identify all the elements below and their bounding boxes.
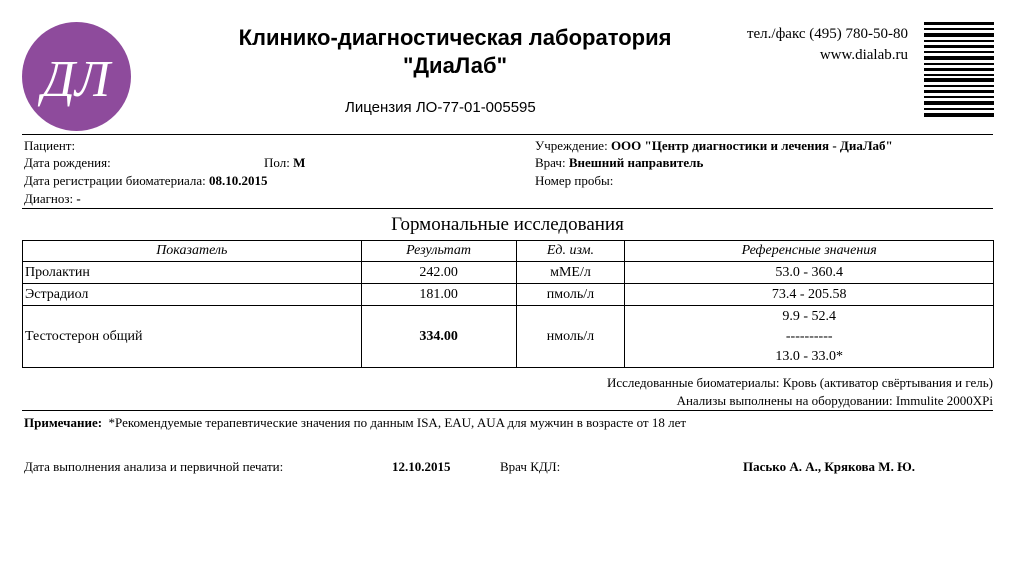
logo-monogram-icon [22,22,131,131]
header-divider [22,134,993,135]
info-divider [22,208,993,209]
institution-label: Учреждение: [535,138,608,153]
table-row [23,284,994,306]
referring-doctor-value: Внешний направитель [568,155,704,170]
svg-text:ДЛ: ДЛ [41,51,111,108]
registration-date-label: Дата регистрации биоматериала: [24,173,206,188]
test-name: Эстрадиол [23,284,362,306]
biomaterial-note: Исследованные биоматериалы: Кровь (активатор свёртывания и гель) [606,375,993,390]
registration-date [24,172,268,189]
results-table [22,240,994,368]
test-unit: мМЕ/л [516,262,625,284]
lab-title [190,24,720,80]
registration-date-value: 08.10.2015 [209,173,268,188]
reference-separator: ---------- [785,328,833,344]
section-title: Гормональные исследования [391,214,624,235]
sample-number-label: Номер пробы: [535,173,614,188]
recommendation-note [24,415,686,431]
reference-line: 9.9 - 52.4 [782,308,837,324]
website: www.dialab.ru [819,47,908,63]
sex-label: Пол: [264,155,290,170]
analysis-date-label: Дата выполнения анализа и первичной печати: [24,459,284,474]
referring-doctor-label: Врач: [535,155,566,170]
institution-value: ООО "Центр диагностики и лечения - ДиаЛаб" [610,138,893,153]
column-header: Ед. изм. [516,241,625,262]
license-number: Лицензия ЛО-77-01-005595 [345,99,536,116]
birth-date-label: Дата рождения: [24,155,111,170]
test-reference: 53.0 - 360.4 [625,262,994,284]
test-result: 181.00 [361,284,516,306]
equipment-note: Анализы выполнены на оборудовании: Immulite 2000XPi [676,393,993,408]
lab-title-line1: Клинико-диагностическая лаборатория [238,25,672,50]
test-result: 334.00 [361,306,516,368]
table-header-row [23,241,994,262]
column-header: Показатель [23,241,362,262]
test-result: 242.00 [361,262,516,284]
diagnosis-value: - [76,191,81,206]
test-name: Пролактин [23,262,362,284]
analysis-date-value: 12.10.2015 [392,459,451,474]
referring-doctor [535,154,703,171]
patient-label: Пациент: [24,138,76,153]
column-header: Референсные значения [625,241,994,262]
lab-title-line2: "ДиаЛаб" [402,53,508,78]
column-header: Результат [361,241,516,262]
reference-line: 13.0 - 33.0* [775,348,844,364]
test-unit: пмоль/л [516,284,625,306]
phone-fax: тел./факс (495) 780-50-80 [746,26,908,42]
note-divider [22,410,993,411]
diagnosis-label: Диагноз: [24,191,74,206]
lab-doctor-label: Врач КДЛ: [500,459,561,474]
test-unit: нмоль/л [516,306,625,368]
note-label: Примечание: [24,415,103,430]
test-reference: 73.4 - 205.58 [625,284,994,306]
lab-doctor-value: Пасько А. А., Крякова М. Ю. [743,459,915,474]
diagnosis [24,190,81,207]
note-text: *Рекомендуемые терапевтические значения по данным ISA, EAU, AUA для мужчин в возрасте от 18 лет [108,415,687,430]
barcode-icon [924,22,994,118]
test-reference [625,306,994,368]
lab-logo [22,22,131,131]
sex-value: М [293,155,306,170]
contact-block [700,24,908,66]
table-row [23,306,994,368]
sex-field [264,154,305,171]
test-name: Тестостерон общий [23,306,362,368]
institution [535,137,893,154]
table-row [23,262,994,284]
